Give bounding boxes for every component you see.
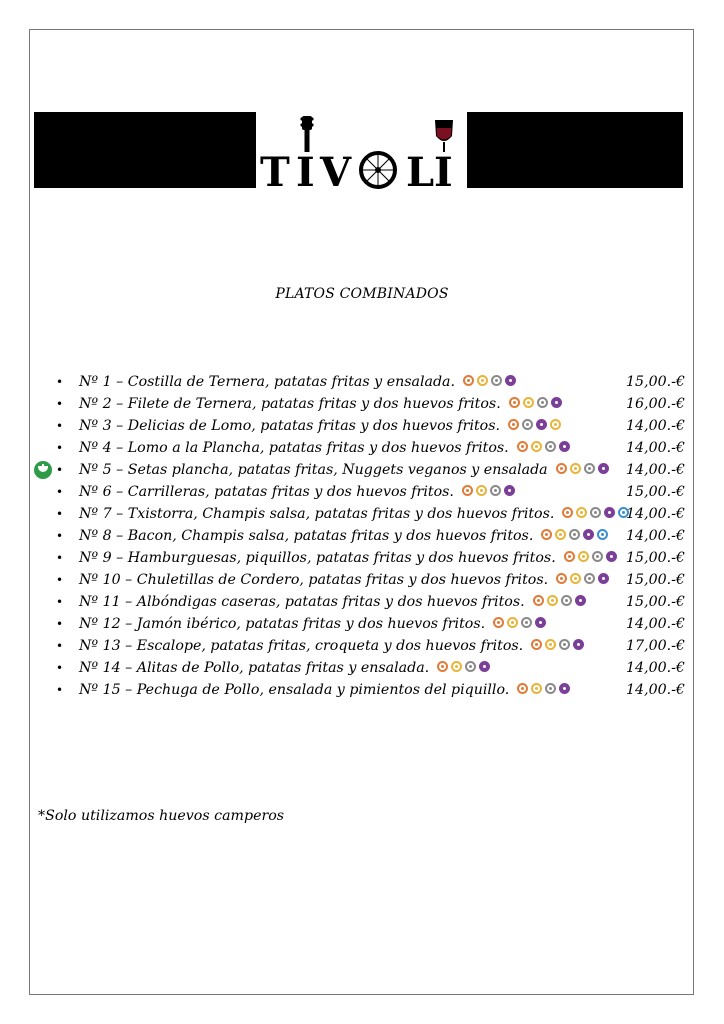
allergen-icons <box>508 419 561 430</box>
bullet: • <box>56 507 64 521</box>
allergen-icon <box>531 683 542 694</box>
menu-item <box>52 525 692 547</box>
bullet: • <box>56 485 64 499</box>
section-title: PLATOS COMBINADOS <box>275 286 449 302</box>
allergen-icon <box>507 617 518 628</box>
bullet: • <box>56 683 64 697</box>
price: 15,00.-€ <box>626 572 685 588</box>
price: 14,00.-€ <box>626 682 685 698</box>
menu-item <box>52 679 692 701</box>
allergen-icon <box>462 485 473 496</box>
svg-text:V: V <box>320 149 352 192</box>
allergen-icon <box>490 485 501 496</box>
menu-item <box>52 481 692 503</box>
menu-item <box>52 569 692 591</box>
allergen-icon <box>545 441 556 452</box>
dish-text: Nº 7 – Txistorra, Champis salsa, patatas fritas y dos huevos fritos. <box>79 506 555 522</box>
bullet: • <box>56 529 64 543</box>
bullet: • <box>56 617 64 631</box>
allergen-icons <box>533 595 586 606</box>
svg-text:I: I <box>434 149 453 192</box>
dish-label <box>79 591 586 613</box>
price: 15,00.-€ <box>626 550 685 566</box>
price: 15,00.-€ <box>626 374 685 390</box>
price: 14,00.-€ <box>626 528 685 544</box>
allergen-icon <box>575 595 586 606</box>
menu-item <box>52 459 692 481</box>
bicycle-wheel-icon <box>361 153 395 187</box>
menu-item <box>52 371 692 393</box>
allergen-icon <box>584 463 595 474</box>
allergen-icons <box>517 441 570 452</box>
allergen-icon <box>463 375 474 386</box>
allergen-icon <box>570 463 581 474</box>
allergen-icon <box>476 485 487 496</box>
allergen-icon <box>556 463 567 474</box>
dish-text: Nº 12 – Jamón ibérico, patatas fritas y dos huevos fritos. <box>79 616 486 632</box>
banner-right <box>467 112 683 188</box>
price: 15,00.-€ <box>626 594 685 610</box>
allergen-icon <box>597 529 608 540</box>
allergen-icons <box>463 375 516 386</box>
allergen-icon <box>477 375 488 386</box>
allergen-icons <box>562 507 629 518</box>
menu-item <box>52 547 692 569</box>
allergen-icon <box>505 375 516 386</box>
bullet: • <box>56 639 64 653</box>
bullet: • <box>56 463 64 477</box>
menu-item <box>52 657 692 679</box>
allergen-icon <box>508 419 519 430</box>
price: 15,00.-€ <box>626 484 685 500</box>
bullet: • <box>56 419 64 433</box>
bullet: • <box>56 551 64 565</box>
allergen-icon <box>547 595 558 606</box>
allergen-icons <box>462 485 515 496</box>
allergen-icon <box>517 683 528 694</box>
allergen-icons <box>517 683 570 694</box>
bullet: • <box>56 441 64 455</box>
svg-text:I: I <box>296 149 315 192</box>
price: 14,00.-€ <box>626 660 685 676</box>
dish-label <box>79 393 562 415</box>
menu-item <box>52 613 692 635</box>
price: 14,00.-€ <box>626 616 685 632</box>
price: 14,00.-€ <box>626 462 685 478</box>
allergen-icon <box>465 661 476 672</box>
allergen-icon <box>533 595 544 606</box>
allergen-icon <box>573 639 584 650</box>
allergen-icon <box>562 507 573 518</box>
menu-item <box>52 635 692 657</box>
dish-label <box>79 415 561 437</box>
allergen-icons <box>556 463 609 474</box>
allergen-icon <box>569 529 580 540</box>
price: 16,00.-€ <box>626 396 685 412</box>
allergen-icon <box>606 551 617 562</box>
bullet: • <box>56 375 64 389</box>
allergen-icon <box>561 595 572 606</box>
allergen-icon <box>559 639 570 650</box>
price: 17,00.-€ <box>626 638 685 654</box>
allergen-icon <box>551 397 562 408</box>
allergen-icon <box>491 375 502 386</box>
svg-text:L: L <box>406 149 435 192</box>
allergen-icon <box>550 419 561 430</box>
allergen-icon <box>604 507 615 518</box>
bullet: • <box>56 573 64 587</box>
footnote: *Solo utilizamos huevos camperos <box>38 808 285 824</box>
allergen-icon <box>522 419 533 430</box>
dish-text: Nº 8 – Bacon, Champis salsa, patatas fritas y dos huevos fritos. <box>79 528 534 544</box>
guitar-icon <box>300 116 313 152</box>
allergen-icon <box>521 617 532 628</box>
allergen-icon <box>564 551 575 562</box>
allergen-icon <box>584 573 595 584</box>
dish-text: Nº 6 – Carrilleras, patatas fritas y dos huevos fritos. <box>79 484 454 500</box>
bullet: • <box>56 595 64 609</box>
allergen-icons <box>564 551 617 562</box>
menu-item <box>52 503 692 525</box>
allergen-icon <box>541 529 552 540</box>
allergen-icon <box>598 463 609 474</box>
allergen-icon <box>590 507 601 518</box>
price: 14,00.-€ <box>626 440 685 456</box>
allergen-icon <box>578 551 589 562</box>
allergen-icon <box>555 529 566 540</box>
allergen-icon <box>537 397 548 408</box>
allergen-icon <box>536 419 547 430</box>
allergen-icon <box>531 441 542 452</box>
dish-text: Nº 9 – Hamburguesas, piquillos, patatas fritas y dos huevos fritos. <box>79 550 556 566</box>
allergen-icon <box>592 551 603 562</box>
dish-text: Nº 14 – Alitas de Pollo, patatas fritas y ensalada. <box>79 660 430 676</box>
allergen-icons <box>541 529 608 540</box>
banner-left <box>34 112 256 188</box>
dish-label <box>79 569 609 591</box>
dish-label <box>79 679 570 701</box>
allergen-icon <box>570 573 581 584</box>
dish-text: Nº 3 – Delicias de Lomo, patatas fritas y dos huevos fritos. <box>79 418 501 434</box>
allergen-icon <box>559 441 570 452</box>
dish-label <box>79 525 608 547</box>
allergen-icon <box>523 397 534 408</box>
menu-item <box>52 591 692 613</box>
wine-glass-icon <box>435 120 453 152</box>
dish-text: Nº 2 – Filete de Ternera, patatas fritas y dos huevos fritos. <box>79 396 501 412</box>
menu-item <box>52 415 692 437</box>
tivoli-logo <box>258 112 464 192</box>
dish-label <box>79 459 609 481</box>
allergen-icon <box>451 661 462 672</box>
allergen-icons <box>509 397 562 408</box>
dish-label <box>79 613 546 635</box>
allergen-icons <box>531 639 584 650</box>
dish-text: Nº 4 – Lomo a la Plancha, patatas fritas y dos huevos fritos. <box>79 440 509 456</box>
allergen-icon <box>535 617 546 628</box>
allergen-icon <box>559 683 570 694</box>
dish-text: Nº 5 – Setas plancha, patatas fritas, Nuggets veganos y ensalada <box>79 462 548 478</box>
allergen-icon <box>517 441 528 452</box>
allergen-icon <box>509 397 520 408</box>
allergen-icon <box>583 529 594 540</box>
menu-list <box>52 371 692 701</box>
allergen-icon <box>545 639 556 650</box>
price: 14,00.-€ <box>626 418 685 434</box>
dish-label <box>79 481 515 503</box>
vegan-icon <box>34 461 52 479</box>
svg-text:T: T <box>260 149 290 192</box>
allergen-icon <box>437 661 448 672</box>
dish-label <box>79 547 617 569</box>
allergen-icon <box>576 507 587 518</box>
allergen-icon <box>479 661 490 672</box>
allergen-icon <box>556 573 567 584</box>
dish-label <box>79 635 584 657</box>
price: 14,00.-€ <box>626 506 685 522</box>
dish-text: Nº 1 – Costilla de Ternera, patatas fritas y ensalada. <box>79 374 456 390</box>
allergen-icons <box>556 573 609 584</box>
allergen-icons <box>437 661 490 672</box>
bullet: • <box>56 397 64 411</box>
allergen-icon <box>493 617 504 628</box>
dish-text: Nº 10 – Chuletillas de Cordero, patatas fritas y dos huevos fritos. <box>79 572 549 588</box>
menu-item <box>52 393 692 415</box>
allergen-icon <box>531 639 542 650</box>
allergen-icon <box>545 683 556 694</box>
allergen-icon <box>598 573 609 584</box>
allergen-icon <box>504 485 515 496</box>
bullet: • <box>56 661 64 675</box>
dish-label <box>79 503 629 525</box>
menu-item <box>52 437 692 459</box>
allergen-icons <box>493 617 546 628</box>
dish-text: Nº 13 – Escalope, patatas fritas, croqueta y dos huevos fritos. <box>79 638 524 654</box>
dish-label <box>79 437 570 459</box>
dish-text: Nº 15 – Pechuga de Pollo, ensalada y pimientos del piquillo. <box>79 682 510 698</box>
dish-label <box>79 657 490 679</box>
dish-text: Nº 11 – Albóndigas caseras, patatas fritas y dos huevos fritos. <box>79 594 525 610</box>
dish-label <box>79 371 516 393</box>
